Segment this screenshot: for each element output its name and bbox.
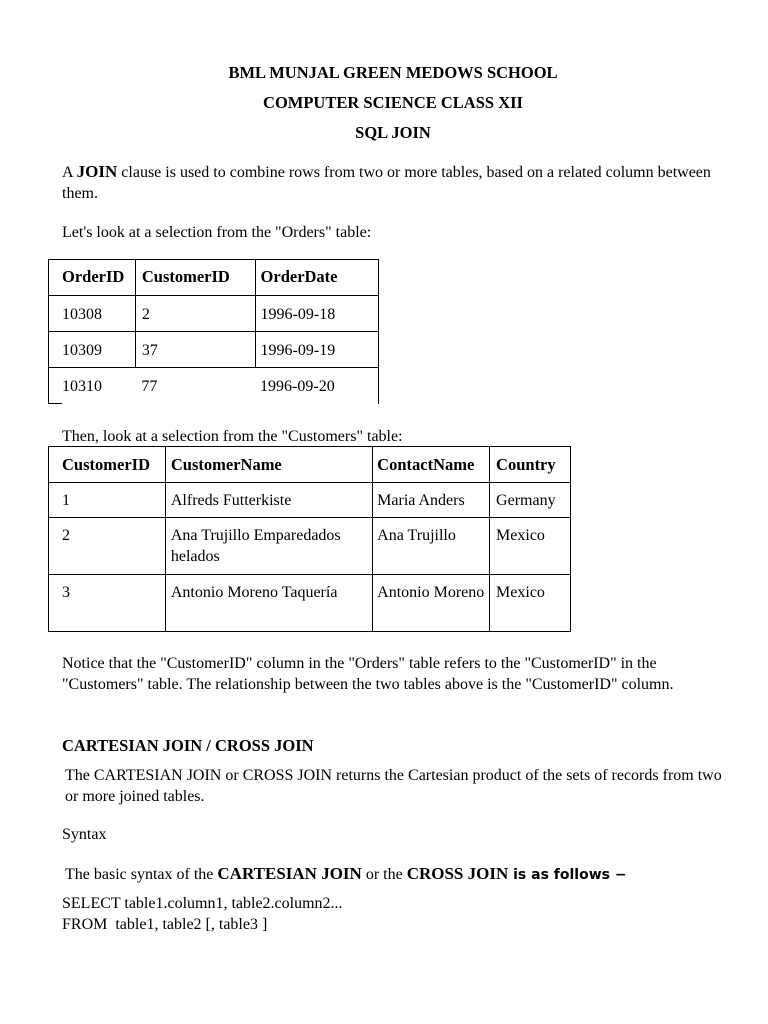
table-row: [49, 575, 571, 632]
table-row: [49, 332, 379, 368]
orders-header-cell: CustomerID: [135, 260, 255, 296]
orders-table: [48, 259, 379, 404]
table-cell: Antonio Moreno: [373, 575, 490, 632]
table-cell: Mexico: [490, 518, 571, 575]
notice-paragraph: Notice that the "CustomerID" column in the "Orders" table refers to the "CustomerID" in the "Customers" table. The relationship between the two tables above is the "CustomerID" column.: [62, 655, 674, 693]
table-cell: 37: [135, 332, 255, 368]
table-cell: 2: [49, 518, 166, 575]
table-cell: 77: [135, 368, 255, 404]
intro-rest: clause is used to combine rows from two or more tables, based on a related column between them.: [62, 164, 711, 202]
table-cell: Mexico: [490, 575, 571, 632]
table-cell: 1996-09-18: [255, 296, 378, 332]
orders-header-cell: OrderDate: [255, 260, 378, 296]
orders-header-cell: OrderID: [49, 260, 136, 296]
table-cell: Antonio Moreno Taquería: [165, 575, 372, 632]
basic-prefix: The basic syntax of the: [65, 866, 218, 883]
cross-join-keyword: CROSS JOIN: [406, 864, 509, 883]
table-cell: 1996-09-19: [255, 332, 378, 368]
customers-header-cell: CustomerID: [49, 447, 166, 483]
syntax-label: Syntax: [62, 826, 107, 843]
intro-prefix: A: [62, 164, 77, 181]
customers-header-cell: Country: [490, 447, 571, 483]
table-row: [49, 483, 571, 518]
intro-paragraph: [62, 161, 732, 204]
customers-header-cell: CustomerName: [165, 447, 372, 483]
cartesian-description: The CARTESIAN JOIN or CROSS JOIN returns the Cartesian product of the sets of records from two or more joined tables.: [65, 767, 722, 805]
customers-intro: Then, look at a selection from the "Customers" table:: [62, 428, 403, 445]
table-cell: Ana Trujillo Emparedados helados: [165, 518, 372, 575]
table-row: [49, 368, 379, 404]
table-cell: Germany: [490, 483, 571, 518]
cartesian-section-title: CARTESIAN JOIN / CROSS JOIN: [62, 736, 314, 755]
basic-suffix: is as follows −: [508, 867, 627, 883]
table-cell: 2: [135, 296, 255, 332]
class-title: COMPUTER SCIENCE CLASS XII: [263, 93, 523, 112]
table-cell: Ana Trujillo: [373, 518, 490, 575]
table-cell: 10309: [49, 332, 136, 368]
cartesian-join-keyword: CARTESIAN JOIN: [217, 864, 362, 883]
table-cell: 1: [49, 483, 166, 518]
school-name: BML MUNJAL GREEN MEDOWS SCHOOL: [228, 63, 558, 82]
customers-header-row: [49, 447, 571, 483]
sql-select-line: SELECT table1.column1, table2.column2...: [62, 895, 343, 912]
orders-intro: Let's look at a selection from the "Orders" table:: [62, 224, 372, 241]
topic-title: SQL JOIN: [355, 123, 431, 142]
customers-header-cell: ContactName: [373, 447, 490, 483]
customers-table: [48, 446, 571, 632]
table-border-fragment: [48, 403, 62, 404]
table-row: [49, 518, 571, 575]
basic-mid: or the: [361, 866, 407, 883]
join-keyword: JOIN: [76, 162, 118, 181]
sql-from-line: FROM table1, table2 [, table3 ]: [62, 916, 268, 933]
table-cell: 10310: [49, 368, 136, 404]
table-cell: Alfreds Futterkiste: [165, 483, 372, 518]
table-cell: 1996-09-20: [255, 368, 378, 404]
table-row: [49, 296, 379, 332]
basic-syntax-line: [65, 863, 735, 886]
table-cell: 3: [49, 575, 166, 632]
table-cell: 10308: [49, 296, 136, 332]
table-cell: Maria Anders: [373, 483, 490, 518]
orders-header-row: [49, 260, 379, 296]
